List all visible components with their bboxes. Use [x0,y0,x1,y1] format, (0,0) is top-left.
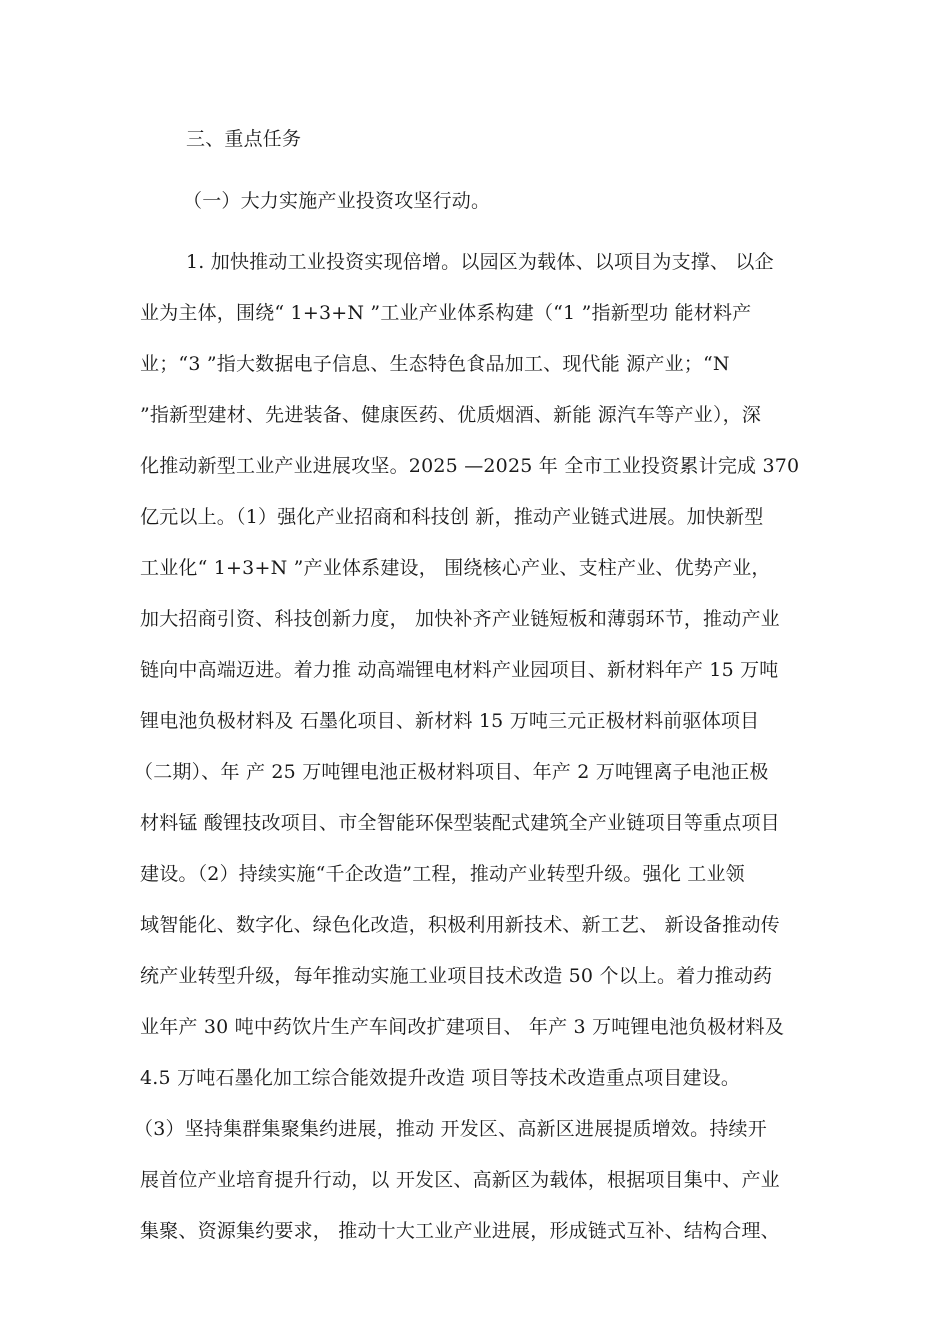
body-line: 1. 加快推动工业投资实现倍增。以园区为载体、以项目为支撑、 以企 [186,251,774,273]
body-line: 集聚、资源集约要求， 推动十大工业产业进展，形成链式互补、结构合理、 [140,1220,780,1242]
body-line: 工业化“ 1+3+N ”产业体系建设， 围绕核心产业、支柱产业、优势产业， [140,557,771,579]
body-line: 业；“3 ”指大数据电子信息、生态特色食品加工、现代能 源产业；“N [140,353,730,375]
body-line: 域智能化、数字化、绿色化改造，积极利用新技术、新工艺、 新设备推动传 [140,914,780,936]
section-heading: 三、重点任务 [186,128,302,150]
body-line: 建设。（2）持续实施“千企改造”工程，推动产业转型升级。强化 工业领 [140,863,745,885]
body-line: 亿元以上。（1）强化产业招商和科技创 新，推动产业链式进展。加快新型 [140,506,764,528]
body-line: 锂电池负极材料及 石墨化项目、新材料 15 万吨三元正极材料前驱体项目 [140,710,760,732]
body-line: 材料锰 酸锂技改项目、市全智能环保型装配式建筑全产业链项目等重点项目 [140,812,780,834]
body-line: （二期）、年 产 25 万吨锂电池正极材料项目、年产 2 万吨锂离子电池正极 [134,761,769,783]
body-line: 4.5 万吨石墨化加工综合能效提升改造 项目等技术改造重点项目建设。 [140,1067,741,1089]
body-line: 链向中高端迈进。着力推 动高端锂电材料产业园项目、新材料年产 15 万吨 [140,659,779,681]
subsection-heading: （一）大力实施产业投资攻坚行动。 [183,190,491,212]
body-line: 展首位产业培育提升行动，以 开发区、高新区为载体，根据项目集中、产业 [140,1169,780,1191]
body-line: （3）坚持集群集聚集约进展，推动 开发区、高新区进展提质增效。持续开 [134,1118,767,1140]
body-line: 业年产 30 吨中药饮片生产车间改扩建项目、 年产 3 万吨锂电池负极材料及 [140,1016,785,1038]
body-line: ”指新型建材、先进装备、健康医药、优质烟酒、新能 源汽车等产业），深 [140,404,762,426]
body-line: 业为主体，围绕“ 1+3+N ”工业产业体系构建（“1 ”指新型功 能材料产 [140,302,752,324]
body-line: 加大招商引资、科技创新力度， 加快补齐产业链短板和薄弱环节，推动产业 [140,608,780,630]
body-line: 化推动新型工业产业进展攻坚。2025 —2025 年 全市工业投资累计完成 370 [140,455,800,477]
body-line: 统产业转型升级，每年推动实施工业项目技术改造 50 个以上。着力推动药 [140,965,773,987]
